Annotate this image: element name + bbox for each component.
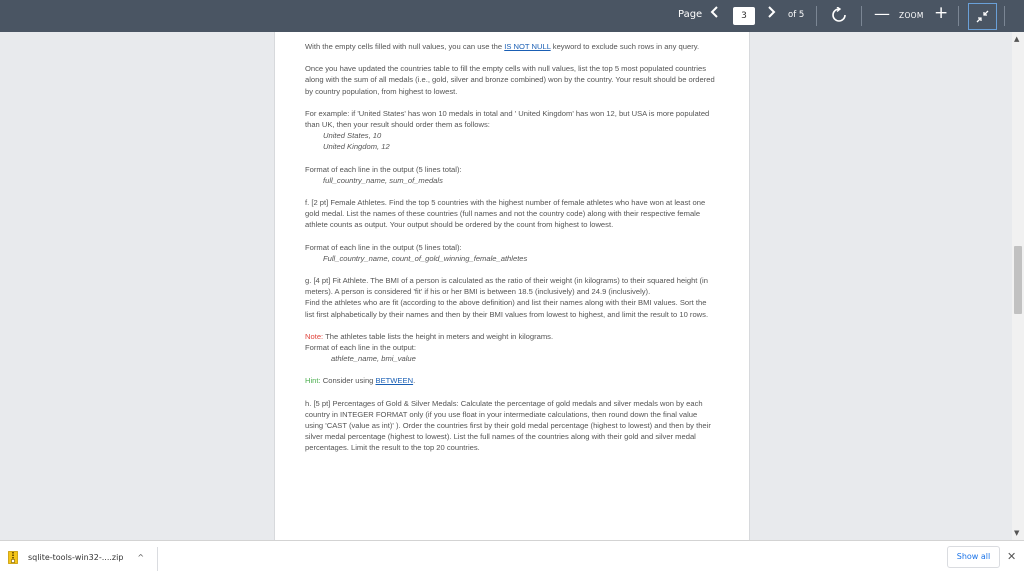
note-line: Note: The athletes table lists the height in meters and weight in kilograms. — [305, 331, 554, 341]
next-page-button[interactable] — [767, 6, 776, 22]
scroll-up-arrow-icon[interactable]: ▲ — [1014, 35, 1020, 43]
document-content — [305, 41, 715, 454]
download-options-chevron[interactable]: ^ — [137, 553, 145, 562]
download-bar — [0, 540, 1024, 576]
format-label-3: Format of each line in the output: — [305, 343, 417, 353]
question-g: g. [4 pt] Fit Athlete. The BMI of a person is calculated as the ratio of their weight (in kilograms) to their squared height (in meters). A person is considered 'fit' if his or her BMI is between 18.5 (inclusively) and 24.9 (inclusively). — [305, 276, 708, 297]
download-divider — [157, 547, 158, 571]
paragraph-null-values: With the empty cells filled with null values, you can use the IS NOT NULL keyword to exclude such rows in any query. — [305, 42, 700, 51]
chevron-right-icon — [767, 6, 776, 18]
show-all-button[interactable]: Show all — [947, 546, 1000, 568]
example-line-2: United Kingdom, 12 — [323, 142, 390, 152]
between-link[interactable]: BETWEEN — [375, 376, 414, 386]
toolbar-divider — [1004, 6, 1005, 26]
toolbar-divider — [861, 6, 862, 26]
fit-to-page-button[interactable] — [968, 3, 997, 30]
toolbar-divider — [816, 6, 817, 26]
question-h: h. [5 pt] Percentages of Gold & Silver Medals: Calculate the percentage of gold medals and silver medals won by each country in INTEGER FORMAT only (if you use float in your intermediate calculations, then round down the final value using 'CAST (value as int)' ). Order the countries first by their gold medal percentage (highest to lowest) and then by their silver medal percentage (highest to lowest). List the full names of the countries along with their gold and silver medal percentages. Limit the result to the top 20 countries. — [305, 398, 711, 453]
zoom-label: ZOOM — [899, 11, 924, 20]
fit-to-page-icon — [976, 10, 989, 23]
scrollbar-thumb[interactable] — [1014, 246, 1022, 314]
close-download-bar-button[interactable]: ✕ — [1007, 550, 1017, 563]
download-item[interactable] — [8, 551, 144, 564]
note-label: Note: — [305, 331, 324, 341]
paragraph-populated-countries: Once you have updated the countries table to fill the empty cells with null values, list the top 5 most populated countries along with the sum of all medals (i.e., gold, silver and bronze combined) won by the country. Your result should be ordered by country population, from highest to lowest. — [305, 64, 715, 96]
vertical-scrollbar[interactable] — [1012, 32, 1024, 540]
toolbar-divider — [958, 6, 959, 26]
total-pages: of 5 — [788, 10, 805, 20]
zip-file-icon — [8, 551, 18, 564]
format-value-3: athlete_name, bmi_value — [331, 354, 416, 364]
question-g-continued: Find the athletes who are fit (according to the above definition) and list their names along with their BMI values. Sort the list first alphabetically by their names and then by their BMI values from lowest to highest, and limit the result to 10 rows. — [305, 298, 709, 319]
document-page — [274, 32, 750, 540]
hint-line: Hint: Consider using BETWEEN. — [305, 376, 416, 386]
page-label: Page — [678, 9, 703, 20]
previous-page-button[interactable] — [710, 6, 719, 22]
format-value-2: Full_country_name, count_of_gold_winning_female_athletes — [323, 253, 528, 263]
pdf-toolbar — [0, 0, 1024, 32]
page-number-input[interactable]: 3 — [733, 7, 755, 25]
format-value-1: full_country_name, sum_of_medals — [323, 175, 443, 185]
scroll-down-arrow-icon[interactable]: ▼ — [1014, 529, 1020, 537]
is-not-null-link[interactable]: IS NOT NULL — [504, 42, 551, 51]
chevron-left-icon — [710, 6, 719, 18]
zoom-in-button[interactable]: + — [934, 3, 949, 23]
zoom-out-button[interactable]: — — [874, 4, 890, 23]
format-label-2: Format of each line in the output (5 lines total): — [305, 242, 462, 252]
rotate-icon — [831, 7, 847, 23]
rotate-button[interactable] — [831, 7, 847, 23]
format-label-1: Format of each line in the output (5 lines total): — [305, 164, 462, 174]
example-line-1: United States, 10 — [323, 131, 382, 141]
download-filename: sqlite-tools-win32-....zip — [28, 553, 124, 562]
paragraph-example: For example: if 'United States' has won 10 medals in total and ' United Kingdom' has won 12, but USA is more populated than UK, then your result should order them as follows: — [305, 108, 710, 130]
question-f: f. [2 pt] Female Athletes. Find the top 5 countries with the highest number of female athletes who have won at least one gold medal. List the names of these countries (full names and not the country code) along with their respective female athlete counts as output. Your output should be ordered by the count from highest to lowest. — [305, 198, 706, 230]
hint-label: Hint: — [305, 376, 321, 386]
